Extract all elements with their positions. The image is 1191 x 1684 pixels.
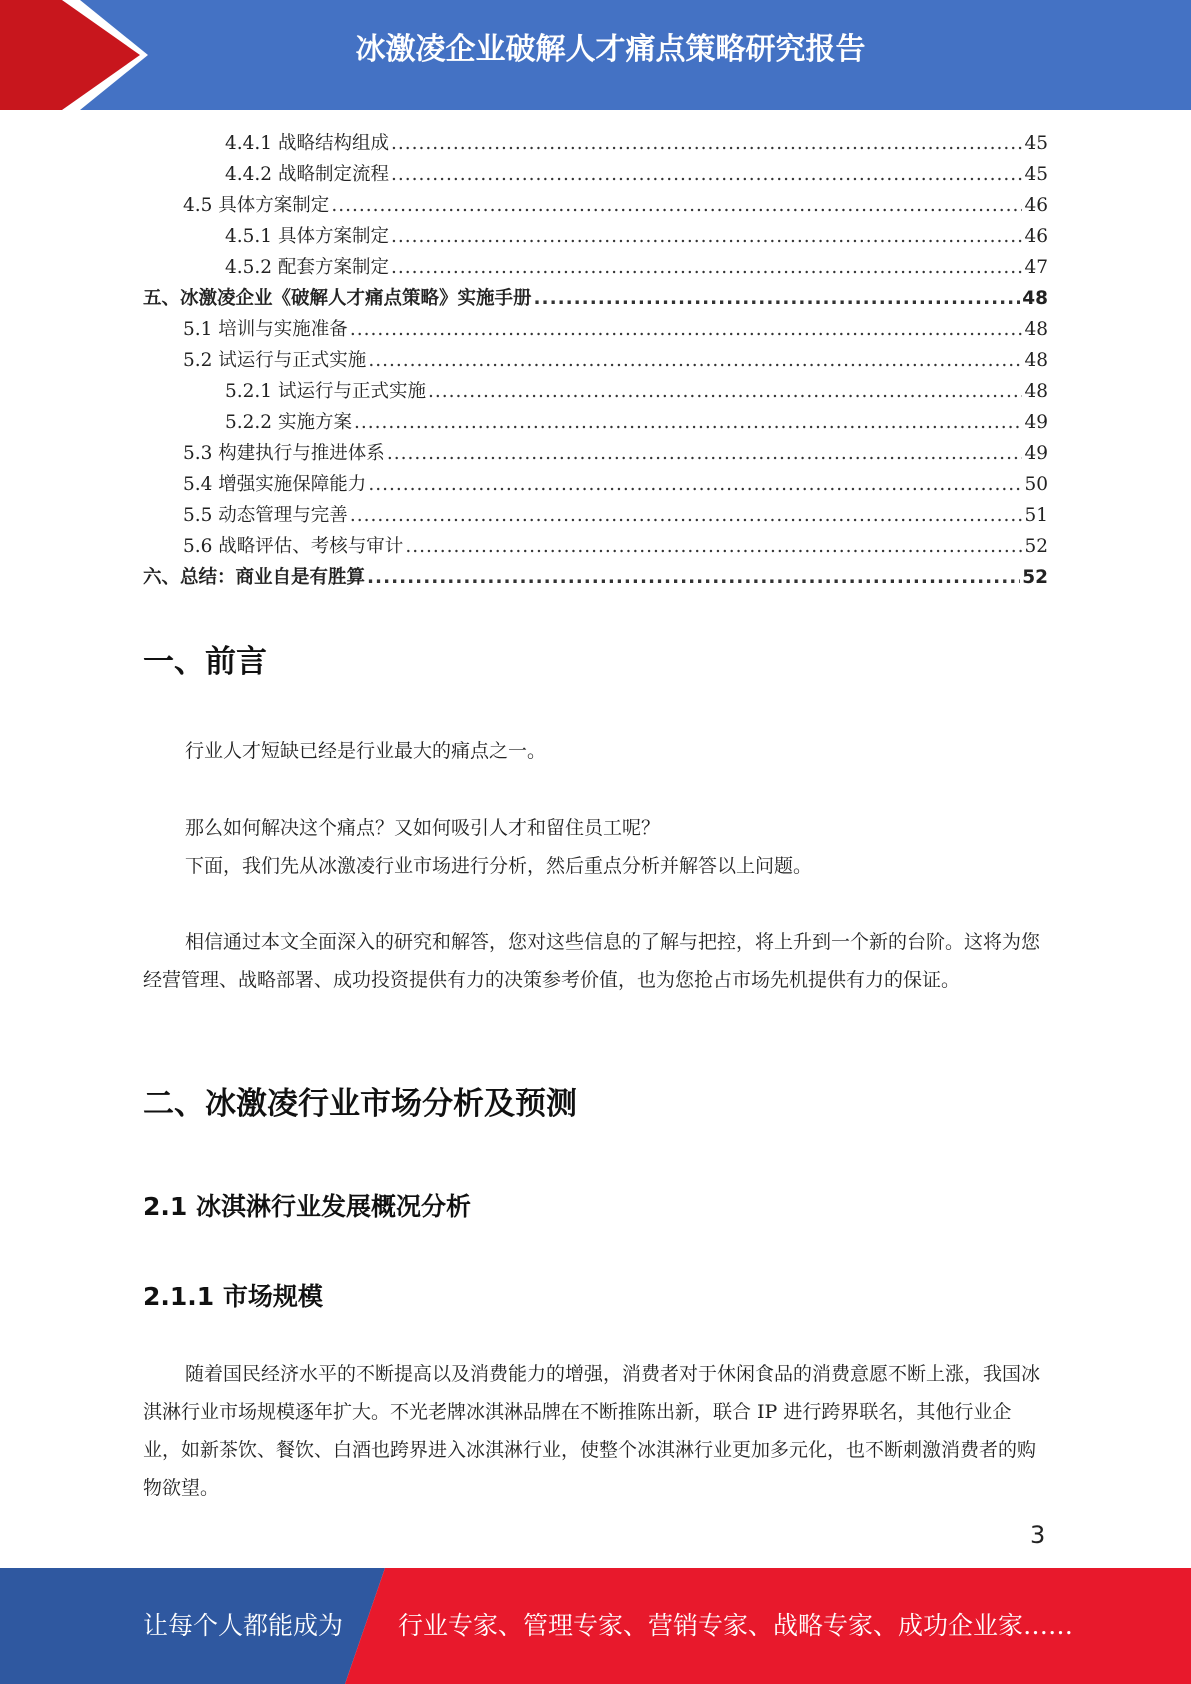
paragraph: 那么如何解决这个痛点？又如何吸引人才和留住员工呢？ — [185, 817, 661, 839]
toc-entry-label: 4.5 具体方案制定 — [183, 190, 331, 221]
toc-entry-label: 5.5 动态管理与完善 — [183, 500, 350, 531]
toc-leader-dots — [350, 500, 1023, 531]
toc-entry[interactable] — [143, 252, 1048, 283]
toc-entry-label: 4.4.1 战略结构组成 — [225, 128, 391, 159]
subsection-heading: 2.1 冰淇淋行业发展概况分析 — [143, 1192, 471, 1221]
toc-entry[interactable] — [143, 190, 1048, 221]
toc-entry-page: 49 — [1024, 412, 1048, 433]
toc-entry-label: 5.2.2 实施方案 — [225, 407, 354, 438]
toc-leader-dots — [391, 221, 1022, 252]
toc-entry-label: 5.6 战略评估、考核与审计 — [183, 531, 405, 562]
toc-entry-label: 六、总结：商业自是有胜算 — [143, 562, 367, 593]
toc-leader-dots — [368, 469, 1022, 500]
document-title: 冰激凌企业破解人才痛点策略研究报告 — [355, 32, 866, 67]
toc-entry-page: 49 — [1024, 443, 1048, 464]
page-header — [0, 0, 1191, 110]
toc-entry-label: 5.2 试运行与正式实施 — [183, 345, 368, 376]
subsection-heading: 2.1.1 市场规模 — [143, 1282, 323, 1311]
toc-entry-page: 46 — [1024, 226, 1048, 247]
toc-entry-page: 45 — [1024, 164, 1048, 185]
toc-entry[interactable] — [143, 283, 1048, 314]
toc-leader-dots — [391, 159, 1022, 190]
toc-leader-dots — [354, 407, 1023, 438]
toc-entry-page: 50 — [1024, 474, 1048, 495]
toc-entry[interactable] — [143, 562, 1048, 593]
table-of-contents — [143, 128, 1048, 593]
section-heading-preface: 一、前言 — [143, 644, 267, 680]
toc-entry-label: 5.4 增强实施保障能力 — [183, 469, 368, 500]
toc-entry-page: 48 — [1024, 350, 1048, 371]
toc-leader-dots — [391, 128, 1022, 159]
toc-leader-dots — [387, 438, 1023, 469]
toc-entry-page: 47 — [1024, 257, 1048, 278]
toc-entry[interactable] — [143, 314, 1048, 345]
toc-entry-label: 5.3 构建执行与推进体系 — [183, 438, 387, 469]
toc-leader-dots — [534, 283, 1021, 314]
toc-entry[interactable] — [143, 128, 1048, 159]
toc-entry-label: 4.4.2 战略制定流程 — [225, 159, 391, 190]
toc-entry-page: 46 — [1024, 195, 1048, 216]
toc-entry[interactable] — [143, 531, 1048, 562]
toc-leader-dots — [331, 190, 1022, 221]
toc-entry-label: 5.1 培训与实施准备 — [183, 314, 350, 345]
toc-entry-page: 52 — [1022, 567, 1048, 588]
toc-entry[interactable] — [143, 159, 1048, 190]
toc-entry[interactable] — [143, 407, 1048, 438]
toc-entry-label: 4.5.1 具体方案制定 — [225, 221, 391, 252]
footer-slogan-right: 行业专家、管理专家、营销专家、战略专家、成功企业家…… — [398, 1611, 1074, 1640]
toc-entry-label: 五、冰激凌企业《破解人才痛点策略》实施手册 — [143, 283, 534, 314]
toc-entry-page: 45 — [1024, 133, 1048, 154]
toc-entry[interactable] — [143, 376, 1048, 407]
toc-entry-page: 48 — [1024, 381, 1048, 402]
page-number: 3 — [1030, 1521, 1046, 1549]
toc-entry[interactable] — [143, 469, 1048, 500]
toc-entry[interactable] — [143, 500, 1048, 531]
section-heading-market-analysis: 二、冰激凌行业市场分析及预测 — [143, 1086, 577, 1122]
page-footer — [0, 1568, 1191, 1684]
paragraph: 下面，我们先从冰激凌行业市场进行分析，然后重点分析并解答以上问题。 — [185, 855, 813, 877]
toc-leader-dots — [391, 252, 1022, 283]
toc-leader-dots — [405, 531, 1022, 562]
footer-slogan-left: 让每个人都能成为 — [143, 1611, 344, 1640]
toc-leader-dots — [428, 376, 1022, 407]
paragraph: 相信通过本文全面深入的研究和解答，您对这些信息的了解与把控，将上升到一个新的台阶。这将为您经营管理、战略部署、成功投资提供有力的决策参考价值，也为您抢占市场先机提供有力的保证。 — [143, 931, 1041, 991]
paragraph: 随着国民经济水平的不断提高以及消费能力的增强，消费者对于休闲食品的消费意愿不断上涨，我国冰淇淋行业市场规模逐年扩大。不光老牌冰淇淋品牌在不断推陈出新，联合 IP 进行跨界联名，其他行业企业，如新茶饮、餐饮、白酒也跨界进入冰淇淋行业，使整个冰淇淋行业更加多元化，也不断刺激消费者的购物欲望。 — [143, 1363, 1041, 1499]
toc-leader-dots — [368, 345, 1022, 376]
toc-leader-dots — [367, 562, 1020, 593]
toc-entry[interactable] — [143, 438, 1048, 469]
toc-entry[interactable] — [143, 221, 1048, 252]
toc-leader-dots — [350, 314, 1023, 345]
toc-entry-label: 4.5.2 配套方案制定 — [225, 252, 391, 283]
paragraph: 行业人才短缺已经是行业最大的痛点之一。 — [185, 740, 547, 762]
toc-entry-page: 51 — [1024, 505, 1048, 526]
toc-entry-page: 48 — [1024, 319, 1048, 340]
toc-entry-page: 52 — [1024, 536, 1048, 557]
toc-entry[interactable] — [143, 345, 1048, 376]
toc-entry-page: 48 — [1022, 288, 1048, 309]
toc-entry-label: 5.2.1 试运行与正式实施 — [225, 376, 428, 407]
